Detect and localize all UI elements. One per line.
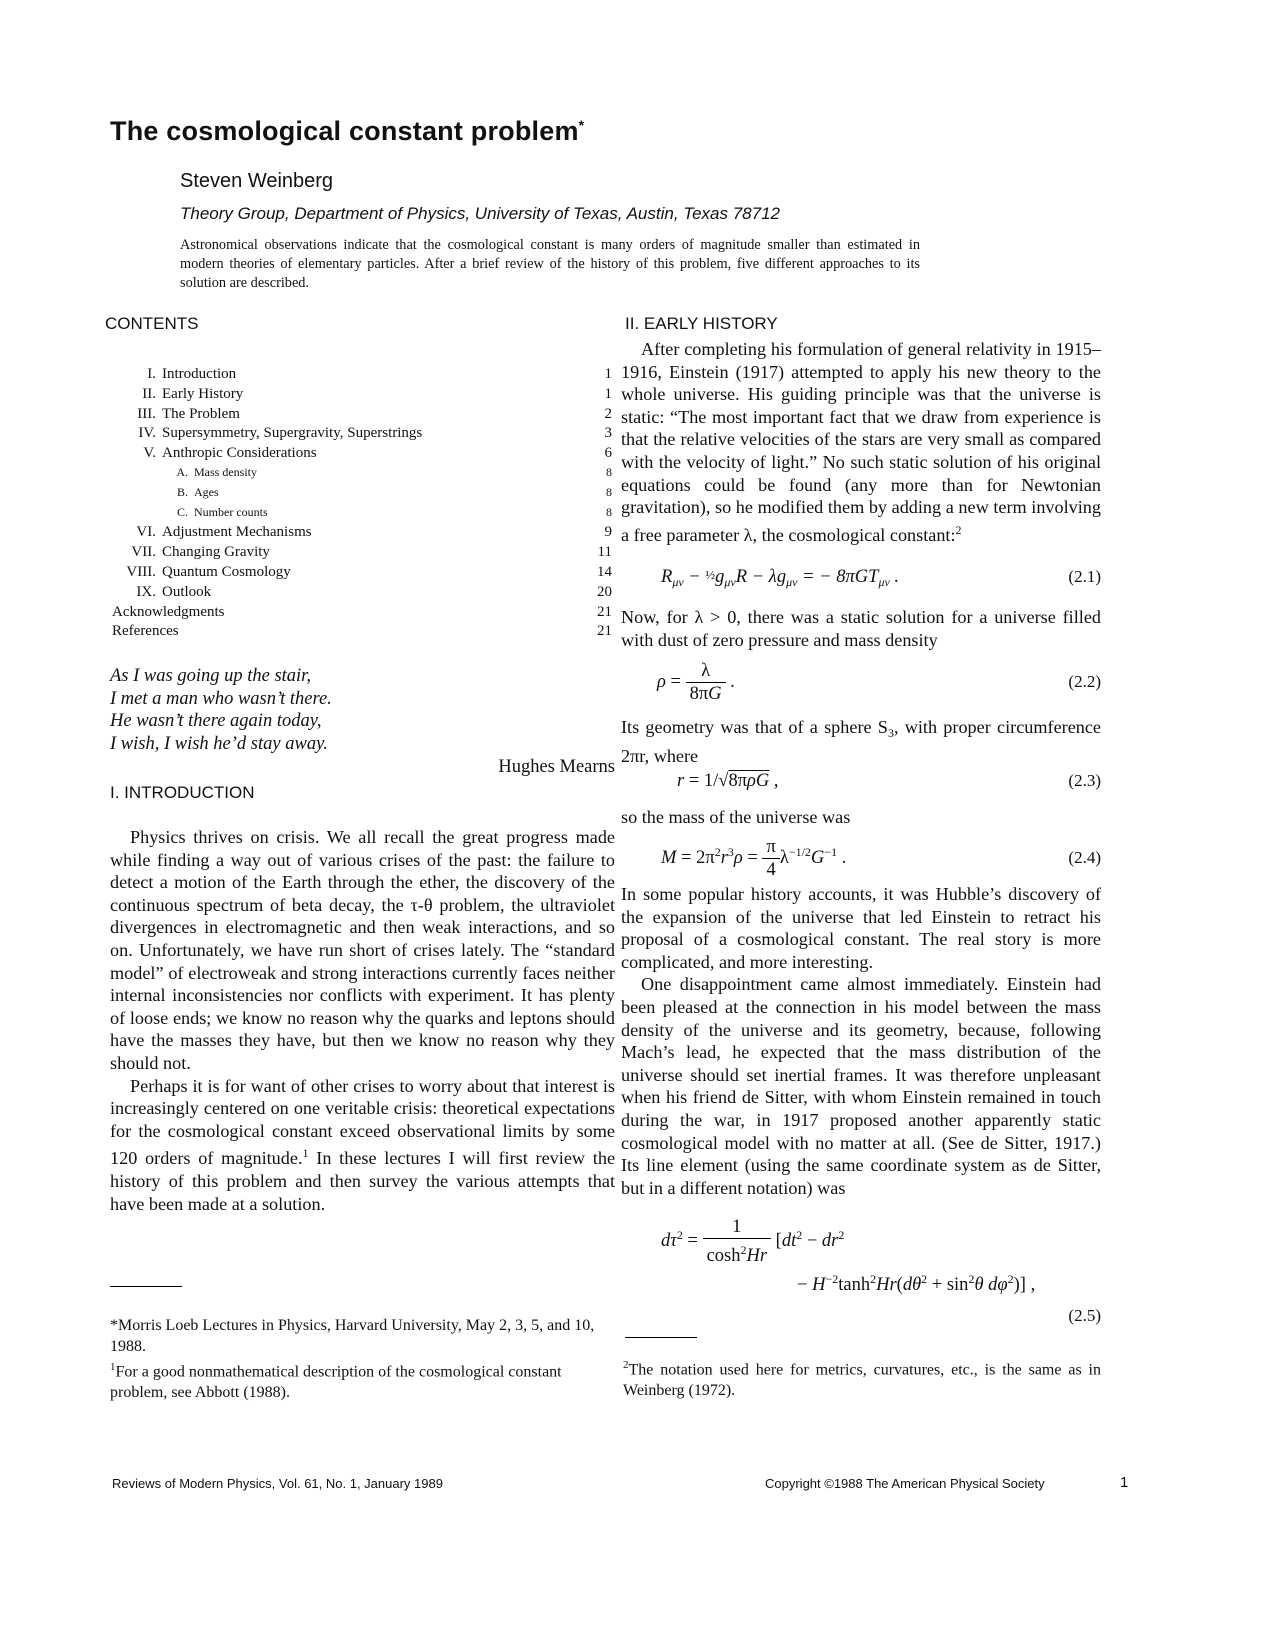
paragraph: One disappointment came almost immediately. Einstein had been pleased at the connection in his model between the mass density of the universe and its geometry, because, following Mach’s lead, he expected that the mass distribution of the universe should set inertial frames. It was therefore unpleasant when his friend de Sitter, with whom Einstein remained in touch during the war, in 1917 proposed another apparently static cosmological model with no matter at all. (See de Sitter, 1917.) Its line element (using the same coordinate system as de Sitter, but in a different notation) was xyxy=(621,974,1101,1198)
toc-row[interactable]: I. Introduction 1 xyxy=(147,366,612,382)
history-body-5 xyxy=(621,883,1101,1199)
equation-2-3: r = 1/√8πρG , (2.3) xyxy=(677,771,1101,791)
toc-row[interactable]: IX. Outlook 20 xyxy=(136,583,612,600)
toc-row[interactable]: A. Mass density 8 xyxy=(176,464,612,479)
footnote-ref[interactable]: 1 xyxy=(302,1146,309,1161)
paragraph: In some popular history accounts, it was Hubble’s discovery of the expansion of the universe that led Einstein to retract his proposal of a cosmological constant. The real story is more complicated, and more interesting. xyxy=(621,884,1101,972)
footnote: *Morris Loeb Lectures in Physics, Harvard University, May 2, 3, 5, and 10, 1988. xyxy=(110,1317,595,1355)
intro-body xyxy=(110,826,615,1215)
toc-row[interactable]: V. Anthropic Considerations 6 xyxy=(143,445,612,462)
footnotes-left xyxy=(110,1315,615,1403)
paragraph: Physics thrives on crisis. We all recall the great progress made while finding a way out of various crises of the past: the failure to detect a motion of the Earth through the ether, the discovery of the continuous spectrum of beta decay, the τ-θ problem, the ultraviolet divergences in electromagnetic and then weak interactions, and so on. Unfortunately, we have run short of crises lately. The “standard model” of electroweak and strong interactions currently faces neither internal inconsistencies nor conflicts with experiment. It has plenty of loose ends; we know no reason why the quarks and leptons should have the masses they have, but then we know no reason why they should not. xyxy=(110,827,615,1073)
equation-number: (2.4) xyxy=(1068,848,1101,867)
history-heading: II. EARLY HISTORY xyxy=(625,314,778,333)
author-name: Steven Weinberg xyxy=(180,170,334,192)
equation-number: (2.5) xyxy=(1068,1306,1101,1325)
title-footnote-mark: * xyxy=(578,117,585,133)
paragraph: Perhaps it is for want of other crises to worry about that interest is increasingly centered on one veritable crisis: theoretical expectations for the cosmological constant exceed observational limits by some 120 orders of magnitude.$^1$ In these lectures I will first review the history of this problem and then survey the various attempts that have been made at a solution. xyxy=(110,1075,616,1214)
footnote-rule xyxy=(110,1286,182,1287)
equation-2-1: $R_{\mu\nu}$ − $\frac{1}{2}g_{\mu\nu}R - \lambda g_{\mu\nu}$ = − 8πGT$_{\mu\nu}$ . (2.1) xyxy=(661,567,1101,589)
toc-row[interactable]: VII. Changing Gravity 11 xyxy=(131,544,612,561)
equation-number: (2.1) xyxy=(1068,567,1101,586)
affiliation: Theory Group, Department of Physics, University of Texas, Austin, Texas 78712 xyxy=(180,204,781,223)
epigraph-line: He wasn’t there again today, xyxy=(110,711,322,732)
equation-2-2: ρ = $\frac{\lambda}{8\pi G}$ . (2.2) xyxy=(657,661,1101,704)
equation-number: (2.2) xyxy=(1068,672,1101,691)
equation-2-4: $M = 2\pi^2r^3\rho$ = $\frac{\pi}{4}$ $\lambda^{-1/2}G^{-1}$ . (2.4) xyxy=(661,837,1101,880)
paragraph: After completing his formulation of general relativity in 1915–1916, Einstein (1917) attempted to apply his new theory to the whole universe. His guiding principle was that the universe is static: “The most important fact that we draw from experience is that the relative velocities of the stars are very small as compared with the velocity of light.” No such static solution of his original equations could be found (any more than for Newtonian gravitation), so he modified them by adding a new term involving a free parameter λ, the cosmological constant:$^2$ xyxy=(621,339,1101,545)
page-number: 1 xyxy=(1120,1474,1129,1491)
toc-row[interactable]: VIII. Quantum Cosmology 14 xyxy=(126,563,612,580)
paper-title: The cosmological constant problem* xyxy=(110,116,585,146)
epigraph-attribution: Hughes Mearns xyxy=(498,757,615,777)
toc-row[interactable]: IV. Supersymmetry, Supergravity, Superstrings 3 xyxy=(138,425,612,442)
history-body-1 xyxy=(621,338,1101,546)
abstract: Astronomical observations indicate that the cosmological constant is many orders of magnitude smaller than estimated in modern theories of elementary particles. After a brief review of the history of this problem, five different approaches to its solution are described. xyxy=(180,237,920,291)
epigraph-line: I met a man who wasn’t there. xyxy=(110,688,332,709)
table-of-contents xyxy=(112,366,612,643)
history-body-4 xyxy=(621,806,1101,829)
footnote: $^1$For a good nonmathematical description of the cosmological constant problem, see Abbott (1988). xyxy=(110,1361,562,1402)
equation-2-5: $d\tau^2$ = $\frac{1}{\cosh^2Hr}$ [$dt^2 - dr^2$ − $H^{-2}\tanh^2Hr(d\theta^2 + \sin^2\theta$ $d\varphi^2$)] , (2.5) xyxy=(661,1217,1101,1325)
paragraph: Now, for λ > 0, there was a static solution for a universe filled with dust of zero pressure and mass density xyxy=(621,607,1101,650)
contents-heading: CONTENTS xyxy=(105,314,199,333)
paragraph: so the mass of the universe was xyxy=(621,807,851,827)
footnote-rule xyxy=(625,1337,697,1338)
epigraph-line: I wish, I wish he’d stay away. xyxy=(110,733,328,754)
toc-row[interactable]: C. Number counts 8 xyxy=(176,504,612,519)
footnote: $^2$The notation used here for metrics, curvatures, etc., is the same as in Weinberg (1972). xyxy=(623,1359,1101,1400)
toc-row[interactable]: Acknowledgments 21 xyxy=(112,603,612,620)
footnotes-right xyxy=(623,1355,1101,1401)
toc-row[interactable]: III. The Problem 2 xyxy=(137,405,612,422)
history-body-3 xyxy=(621,716,1101,767)
intro-heading: I. INTRODUCTION xyxy=(110,783,255,802)
footnote-ref[interactable]: 2 xyxy=(955,522,962,537)
history-body-2 xyxy=(621,606,1101,651)
journal-citation: Reviews of Modern Physics, Vol. 61, No. 1, January 1989 xyxy=(112,1476,443,1491)
epigraph xyxy=(110,665,332,755)
epigraph-line: As I was going up the stair, xyxy=(110,666,311,686)
toc-row[interactable]: VI. Adjustment Mechanisms 9 xyxy=(136,524,612,541)
paragraph: Its geometry was that of a sphere $S_3$, with proper circumference 2πr, where xyxy=(621,717,1102,766)
toc-row[interactable]: References 21 xyxy=(112,623,612,640)
equation-number: (2.3) xyxy=(1068,771,1101,790)
toc-row[interactable]: B. Ages 8 xyxy=(176,484,612,499)
toc-row[interactable]: II. Early History 1 xyxy=(142,385,612,402)
copyright-notice: Copyright ©1988 The American Physical Society xyxy=(765,1476,1045,1491)
